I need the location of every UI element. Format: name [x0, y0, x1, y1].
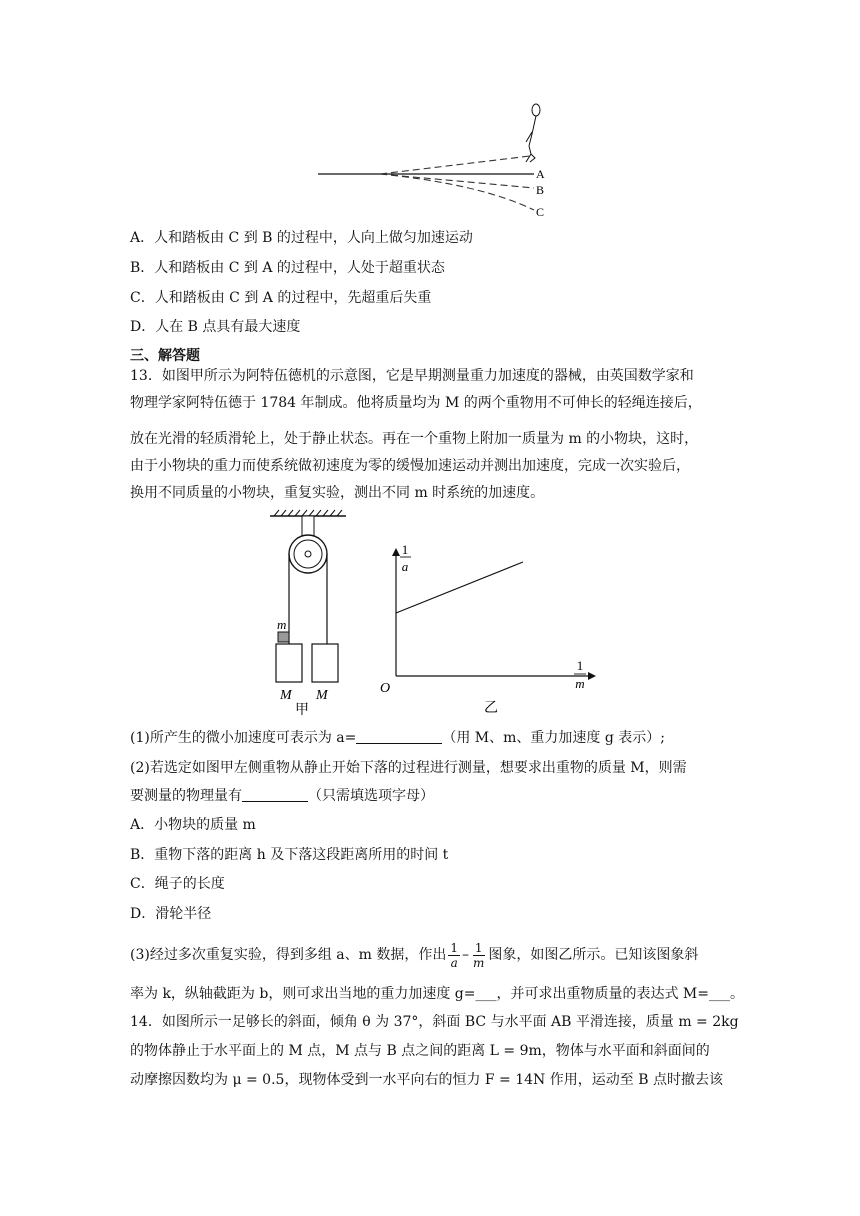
q13-part2-line-1: (2)若选定如图甲左侧重物从静止开始下落的过程进行测量，想要求出重物的质量 M，则需	[130, 760, 687, 776]
answer-blank-2[interactable]	[242, 787, 308, 802]
answer-blank-1[interactable]	[356, 729, 442, 744]
origin-label: O	[380, 681, 391, 696]
atwood-machine-figure	[264, 508, 364, 718]
q13-part3-line-2: 率为 k，纵轴截距为 b，则可求出当地的重力加速度 g=___，并可求出重物质量的表达式 M=___。	[130, 986, 745, 1002]
label-c: C	[536, 205, 545, 219]
q13-part1-hint: （用 M、m、重力加速度 g 表示）;	[442, 730, 665, 746]
q13-part1	[130, 728, 750, 748]
q13-part3-text-2: 图象，如图乙所示。已知该图象斜	[488, 947, 699, 963]
right-mass-label: M	[316, 688, 328, 703]
q13-option-c: C．绳子的长度	[130, 876, 225, 892]
q13-part2-line-2	[130, 786, 750, 806]
y-axis-label-den: a	[401, 559, 409, 574]
left-mass-label: M	[280, 688, 292, 703]
q13-intro-line-4: 由于小物块的重力而使系统做初速度为零的缓慢加速运动并测出加速度，完成一次实验后，	[130, 458, 690, 474]
figure-jia-caption: 甲	[295, 703, 309, 718]
label-b: B	[536, 183, 545, 197]
q13-option-d: D．滑轮半径	[130, 906, 212, 922]
q13-intro-line-5: 换用不同质量的小物块，重复实验，测出不同 m 时系统的加速度。	[130, 485, 545, 501]
q12-option-c: C．人和踏板由 C 到 A 的过程中，先超重后失重	[130, 290, 432, 306]
y-axis-label-num: 1	[401, 542, 409, 557]
x-axis-label-den: m	[575, 676, 585, 691]
label-a: A	[536, 167, 545, 181]
q13-intro-line-3: 放在光滑的轻质滑轮上，处于静止状态。再在一个重物上附加一质量为 m 的小物块，这时，	[130, 431, 699, 447]
q14-line-3: 动摩擦因数均为 μ = 0.5，现物体受到一水平向右的恒力 F = 14N 作用，运动至 B 点时撤去该	[130, 1072, 723, 1088]
q13-part2-text: 要测量的物理量有	[130, 788, 242, 804]
q14-line-2: 的物体静止于水平面上的 M 点，M 点与 B 点之间的距离 L = 9m，物体与水平面和斜面间的	[130, 1043, 710, 1059]
section-heading: 三、解答题	[130, 348, 200, 364]
q13-part3-text: (3)经过多次重复实验，得到多组 a、m 数据，作出	[130, 947, 447, 963]
q13-part2-hint: （只需填选项字母）	[308, 788, 434, 804]
figure-yi-caption: 乙	[484, 701, 498, 716]
q13-option-b: B．重物下落的距离 h 及下落这段距离所用的时间 t	[130, 847, 449, 863]
q13-intro-line-2: 物理学家阿特伍德于 1784 年制成。他将质量均为 M 的两个重物用不可伸长的轻绳连接后，	[130, 395, 702, 411]
x-axis-label-num: 1	[576, 658, 584, 673]
q13-part3-line-1: (3)经过多次重复实验，得到多组 a、m 数据，作出 $\frac{1}{a}$ – $\frac{1}{m}$ 图象，如图乙所示。已知该图象斜	[130, 940, 699, 970]
q13-option-a: A．小物块的质量 m	[130, 817, 256, 833]
graph-figure	[378, 536, 598, 718]
q12-option-a: A．人和踏板由 C 到 B 的过程中，人向上做匀加速运动	[130, 230, 473, 246]
small-mass-label: m	[277, 617, 287, 632]
fraction-one-over-a: $\frac{1}{a}$	[450, 940, 458, 970]
fraction-one-over-m: $\frac{1}{m}$	[473, 940, 485, 970]
q13-intro-line-1: 13．如图甲所示为阿特伍德机的示意图，它是早期测量重力加速度的器械，由英国数学家和	[130, 368, 694, 384]
q13-part1-text: (1)所产生的微小加速度可表示为 a=	[130, 730, 357, 746]
q14-line-1: 14．如图所示一足够长的斜面，倾角 θ 为 37°，斜面 BC 与水平面 AB 平滑连接，质量 m = 2kg	[130, 1014, 739, 1030]
springboard-figure	[310, 98, 560, 222]
q12-option-b: B．人和踏板由 C 到 A 的过程中，人处于超重状态	[130, 260, 445, 276]
q12-option-d: D．人在 B 点具有最大速度	[130, 319, 301, 335]
